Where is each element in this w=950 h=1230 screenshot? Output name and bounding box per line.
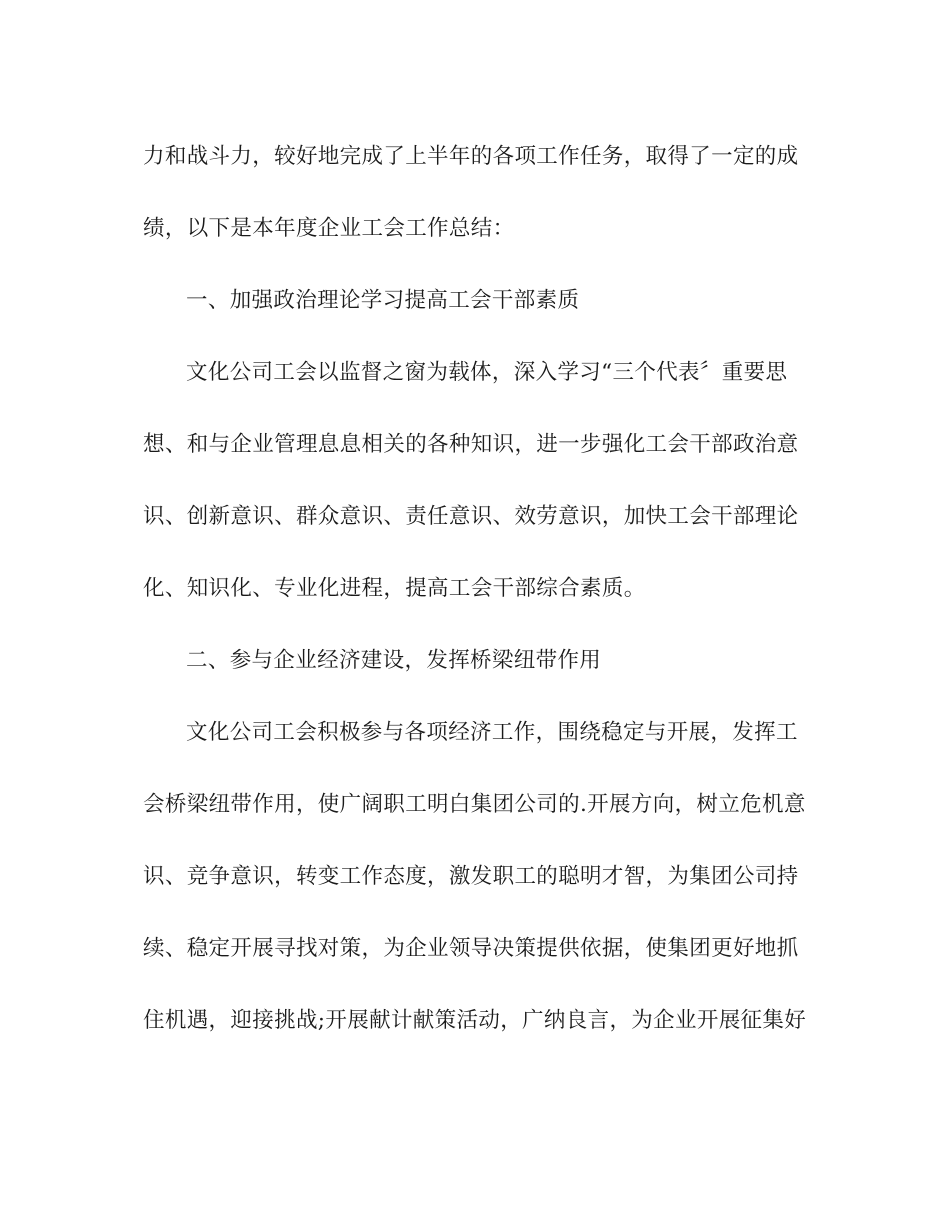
- text-line: 绩，以下是本年度企业工会工作总结：: [143, 216, 515, 241]
- text-line: 化、知识化、专业化进程，提高工会干部综合素质。: [143, 576, 646, 601]
- section-heading: 二、参与企业经济建设，发挥桥梁纽带作用: [186, 648, 602, 673]
- text-line: 续、稳定开展寻找对策，为企业领导决策提供依据，使集团更好地抓: [143, 936, 799, 961]
- text-line: 住机遇，迎接挑战;开展献计献策活动，广纳良言，为企业开展征集好: [143, 1008, 807, 1033]
- text-line: 会桥梁纽带作用，使广阔职工明白集团公司的.开展方向，树立危机意: [143, 792, 806, 817]
- text-line: 识、创新意识、群众意识、责任意识、效劳意识，加快工会干部理论: [143, 504, 799, 529]
- text-line: 识、竞争意识，转变工作态度，激发职工的聪明才智，为集团公司持: [143, 864, 799, 889]
- paragraph-start: 文化公司工会积极参与各项经济工作，围绕稳定与开展，发挥工: [186, 720, 798, 745]
- text-line: 想、和与企业管理息息相关的各种知识，进一步强化工会干部政治意: [143, 432, 799, 457]
- paragraph-start: 文化公司工会以监督之窗为载体，深入学习“三个代表〞重要思: [186, 360, 788, 385]
- section-heading: 一、加强政治理论学习提高工会干部素质: [186, 288, 580, 313]
- text-line: 力和战斗力，较好地完成了上半年的各项工作任务，取得了一定的成: [143, 144, 799, 169]
